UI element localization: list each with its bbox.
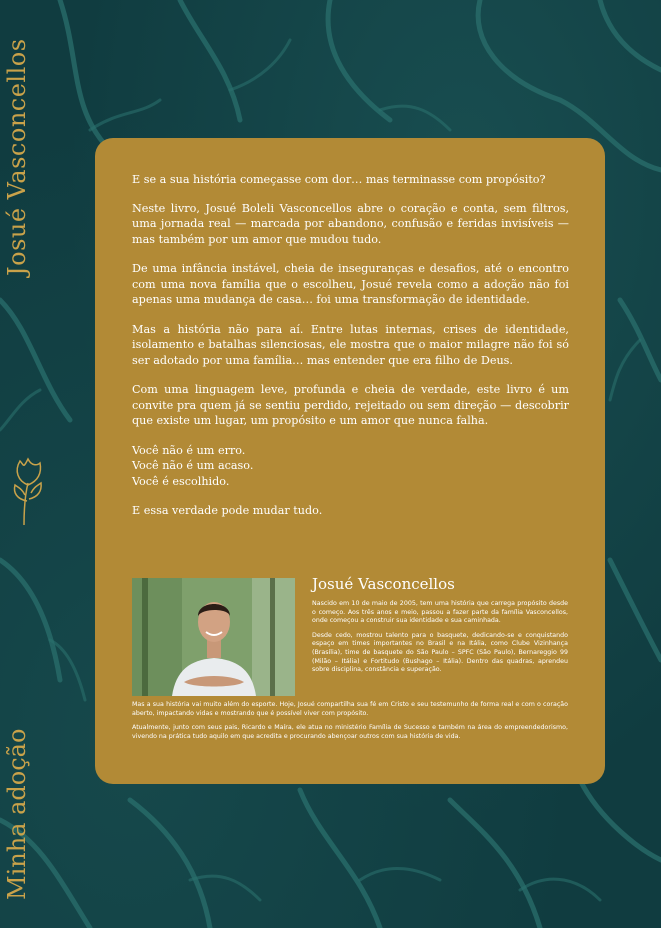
leaf-icon (10, 455, 46, 527)
affirmation-line: Você não é um acaso. (132, 459, 254, 472)
bio-text-full-width (132, 701, 568, 747)
bio-text-column (312, 600, 568, 681)
bio-paragraph: Desde cedo, mostrou talento para o basquete, dedicando-se e conquistando espaço em times importantes no Brasil e na Itália, como Clube Vizinhança (Brasília), time de basquete do São Paulo – SPFC (São Paulo), Bernareggio 99 (Milão – Itália) e Fortitudo (Bushago – Itália). Dentro das quadras, aprendeu sobre disciplina, constância e superação. (312, 631, 568, 674)
spine-author-name: Josué Vasconcellos (3, 38, 31, 276)
synopsis-paragraph: De uma infância instável, cheia de inseguranças e desafios, até o encontro com uma nova família que o escolheu, Josué revela como a adoção não foi apenas uma mudança de casa… foi uma transformação de identidade. (132, 262, 569, 306)
affirmation-line: Você é escolhido. (132, 474, 230, 488)
bio-paragraph: Mas a sua história vai muito além do esporte. Hoje, Josué compartilha sua fé em Cristo e seu testemunho de forma real e com o coração aberto, impactando vidas e mostrando que é possível viver com propósito. (132, 701, 568, 717)
affirmations (132, 443, 569, 490)
synopsis-closing: E essa verdade pode mudar tudo. (132, 504, 323, 517)
synopsis-hook: E se a sua história começasse com dor… mas terminasse com propósito? (132, 173, 546, 186)
synopsis (132, 172, 569, 519)
author-name: Josué Vasconcellos (312, 575, 455, 593)
bio-paragraph: Nascido em 10 de maio de 2005, tem uma história que carrega propósito desde o começo. Aos três anos e meio, passou a fazer parte da família Vasconcellos, onde começou a construir sua identidade e sua caminhada. (312, 600, 568, 625)
synopsis-paragraph: Neste livro, Josué Boleli Vasconcellos abre o coração e conta, sem filtros, uma jornada real — marcada por abandono, confusão e feridas invisíveis — mas também por um amor que mudou tudo. (132, 201, 569, 246)
affirmation-line: Você não é um erro. (132, 443, 246, 457)
synopsis-paragraph: Mas a história não para aí. Entre lutas internas, crises de identidade, isolamento e batalhas silenciosas, ele mostra que o maior milagre não foi só ser adotado por uma família… mas entender que era filho de Deus. (132, 322, 569, 367)
author-photo (132, 578, 295, 696)
bio-paragraph: Atualmente, junto com seus pais, Ricardo e Maíra, ele atua no ministério Família de Sucesso e também na área do empreendedorismo, vivendo na prática tudo aquilo em que acredita e procurando abençoar outros com sua história de vida. (132, 724, 568, 740)
spine-book-title: Minha adoção (3, 728, 31, 900)
back-cover-panel (95, 138, 605, 784)
synopsis-paragraph: Com uma linguagem leve, profunda e cheia de verdade, este livro é um convite pra quem já se sentiu perdido, rejeitado ou sem direção — descobrir que existe um lugar, um propósito e um amor que nunca falha. (132, 383, 569, 427)
